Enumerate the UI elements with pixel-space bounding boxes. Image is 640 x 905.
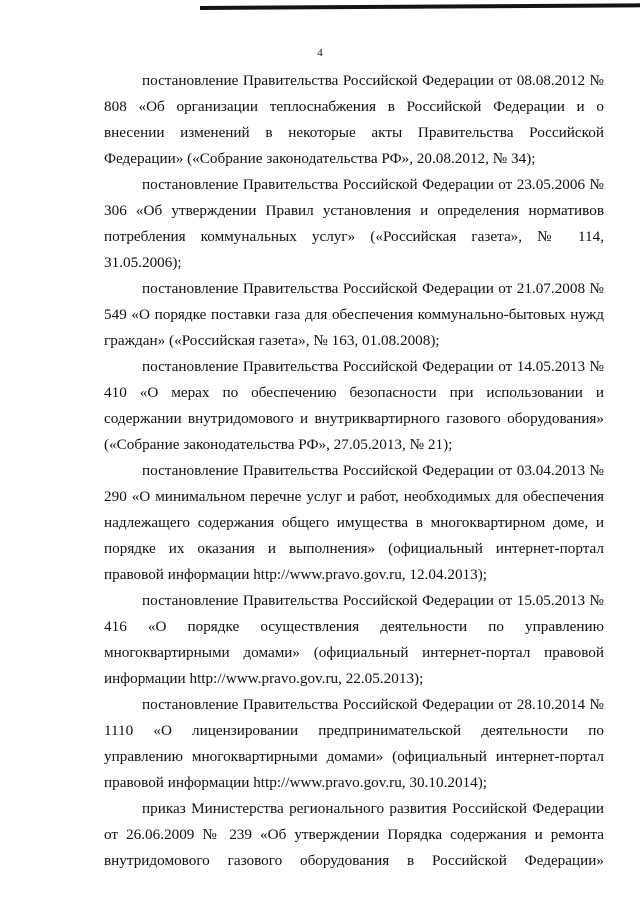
paragraph-decree-808: постановление Правительства Российской Федерации от 08.08.2012 № 808 «Об организации теплоснабжения в Российской Федерации и о внесении изменений в некоторые акты Правительства Российской Федерации» («Собрание законодательства РФ», 20.08.2012, № 34); <box>104 72 604 167</box>
paragraph-decree-416: постановление Правительства Российской Федерации от 15.05.2013 № 416 «О порядке осуществления деятельности по управлению многоквартирными домами» (официальный интернет-портал правовой информации http://www.pravo.gov.ru, 22.05.2013); <box>104 592 604 687</box>
paragraph-decree-1110: постановление Правительства Российской Федерации от 28.10.2014 № 1110 «О лицензировании предпринимательской деятельности по управлению многоквартирными домами» (официальный интернет-портал правовой информации http://www.pravo.gov.ru, 30.10.2014); <box>104 696 604 791</box>
paragraph-decree-410: постановление Правительства Российской Федерации от 14.05.2013 № 410 «О мерах по обеспечению безопасности при использовании и содержании внутридомового и внутриквартирного газового оборудования» («Собрание законодательства РФ», 27.05.2013, № 21); <box>104 358 604 453</box>
paragraph-decree-549: постановление Правительства Российской Федерации от 21.07.2008 № 549 «О порядке поставки газа для обеспечения коммунально-бытовых нужд граждан» («Российская газета», № 163, 01.08.2008); <box>104 280 604 349</box>
paragraph-decree-290: постановление Правительства Российской Федерации от 03.04.2013 № 290 «О минимальном перечне услуг и работ, необходимых для обеспечения надлежащего содержания общего имущества в многоквартирном доме, и порядке их оказания и выполнения» (официальный интернет-портал правовой информации http://www.pravo.gov.ru, 12.04.2013); <box>104 462 604 583</box>
document-body <box>104 68 604 874</box>
page-number: 4 <box>317 47 323 59</box>
paragraph-order-239: приказ Министерства регионального развития Российской Федерации от 26.06.2009 № 239 «Об утверждении Порядка содержания и ремонта внутридомового газового оборудования в Российской Федерации» <box>104 800 604 869</box>
scan-top-rule <box>200 3 640 10</box>
paragraph-decree-306: постановление Правительства Российской Федерации от 23.05.2006 № 306 «Об утверждении Правил установления и определения нормативов потребления коммунальных услуг» («Российская газета», № 114, 31.05.2006); <box>104 176 604 271</box>
